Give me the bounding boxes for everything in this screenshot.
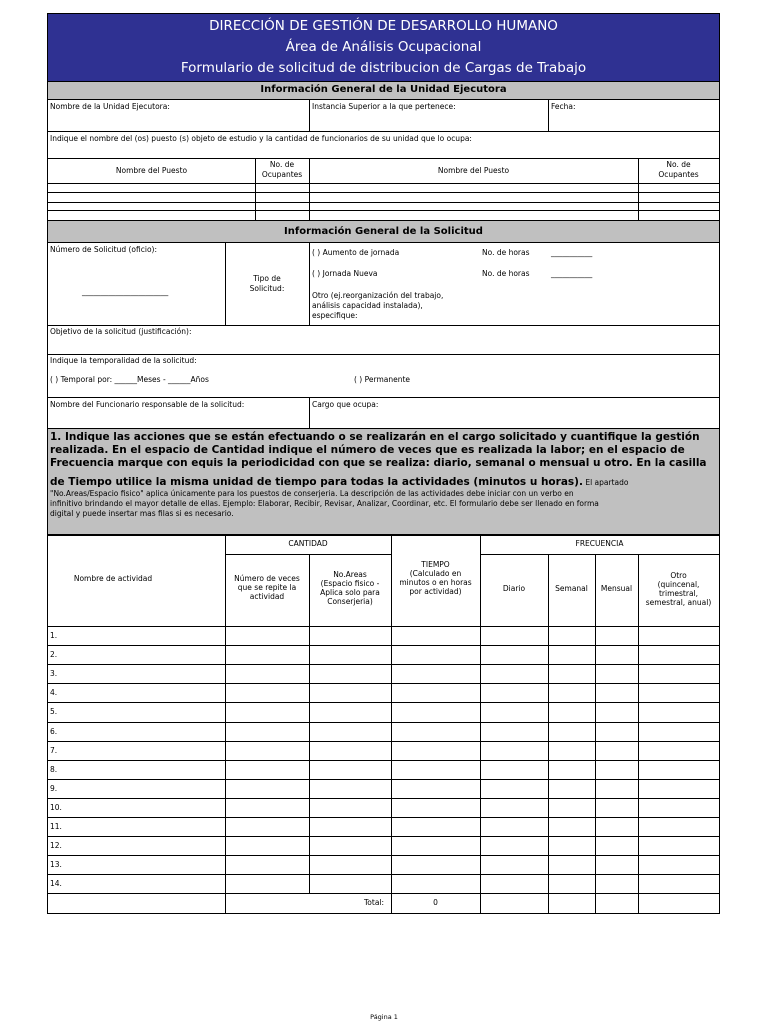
areas-l1: No.Areas bbox=[333, 570, 367, 579]
solicitud-section-bar bbox=[48, 221, 719, 242]
instr-line-6: infinitivo brindando el mayor detalle de ellas. Ejemplo: Elaborar, Recibir, Revisar, Analizar, Coordinar, etc. El formulario debe ser llenado en forma bbox=[50, 499, 599, 508]
cargo-label: Cargo que ocupa: bbox=[312, 400, 379, 409]
areas-l3: Aplica solo para bbox=[320, 588, 380, 597]
tipo-l1: Tipo de bbox=[253, 274, 281, 283]
activity-row[interactable]: 3. bbox=[50, 669, 58, 678]
objetivo-input[interactable] bbox=[49, 338, 718, 353]
nueva-horas-label: No. de horas bbox=[482, 269, 530, 278]
instr-line-7: digital y puede insertar mas filas si es necesario. bbox=[50, 509, 234, 518]
cantidad-header: CANTIDAD bbox=[288, 539, 328, 548]
cargo-input[interactable] bbox=[310, 411, 718, 427]
aumento-jornada-option[interactable]: ( ) Aumento de jornada bbox=[312, 248, 400, 257]
objetivo-label: Objetivo de la solicitud (justificación): bbox=[50, 327, 192, 336]
tiempo-l2: (Calculado en bbox=[409, 569, 462, 578]
otrof-l3: trimestral, bbox=[658, 589, 699, 598]
otro-tipo-label bbox=[312, 291, 443, 321]
total-label: Total: bbox=[364, 898, 385, 907]
fecha-input[interactable] bbox=[549, 113, 718, 130]
nueva-horas-blank[interactable]: ___________ bbox=[551, 269, 593, 278]
veces-header bbox=[225, 574, 309, 601]
instancia-label: Instancia Superior a la que pertenece: bbox=[312, 102, 456, 111]
otro-l3: especifique: bbox=[312, 311, 358, 320]
ocupantes-col-header-right bbox=[638, 160, 719, 180]
unidad-section-bar bbox=[48, 81, 719, 99]
total-value: 0 bbox=[433, 898, 438, 907]
puestos-instruction: Indique el nombre del (os) puesto (s) objeto de estudio y la cantidad de funcionarios de su unidad que lo ocupa: bbox=[50, 134, 472, 143]
instr-line-5: "No.Areas/Espacio fisico" aplica únicamente para los puestos de conserjeria. La descripción de las actividades debe iniciar con un verbo en bbox=[50, 489, 574, 498]
permanente-option[interactable]: ( ) Permanente bbox=[354, 375, 411, 384]
numero-solicitud-blank[interactable]: _______________________ bbox=[82, 287, 169, 296]
veces-l1: Número de veces bbox=[234, 574, 300, 583]
activity-row[interactable]: 14. bbox=[50, 879, 62, 888]
activity-row[interactable]: 2. bbox=[50, 650, 58, 659]
otro-l1: Otro (ej.reorganización del trabajo, bbox=[312, 291, 444, 300]
areas-l2: (Espacio fisico - bbox=[320, 579, 380, 588]
header-area: Área de Análisis Ocupacional bbox=[285, 39, 482, 55]
mensual-header: Mensual bbox=[600, 584, 633, 593]
instr-line-4: de Tiempo utilice la misma unidad de tiempo para todas la actividades (minutos u horas). bbox=[50, 476, 583, 488]
otro-l2: análisis capacidad instalada), bbox=[312, 301, 423, 310]
unidad-section-title: Información General de la Unidad Ejecutora bbox=[260, 84, 507, 95]
instructions-block bbox=[47, 428, 720, 535]
diario-header: Diario bbox=[502, 584, 526, 593]
tipo-solicitud-label bbox=[225, 274, 309, 294]
unidad-nombre-input[interactable] bbox=[49, 113, 308, 130]
aumento-horas-label: No. de horas bbox=[482, 248, 530, 257]
nombre-actividad-header: Nombre de actividad bbox=[73, 574, 153, 583]
unidad-nombre-label: Nombre de la Unidad Ejecutora: bbox=[50, 102, 170, 111]
ocupantes-right-l2: Ocupantes bbox=[658, 170, 699, 179]
instr-line-2: realizada. En el espacio de Cantidad indique el número de veces que es realizada la labor; en el espacio de bbox=[50, 444, 685, 456]
activity-row[interactable]: 12. bbox=[50, 841, 62, 850]
header-direction: DIRECCIÓN DE GESTIÓN DE DESARROLLO HUMANO bbox=[209, 18, 558, 34]
temporalidad-label: Indique la temporalidad de la solicitud: bbox=[50, 356, 197, 365]
page-number: Página 1 bbox=[370, 1013, 398, 1021]
veces-l2: que se repite la bbox=[237, 583, 297, 592]
activity-row[interactable]: 11. bbox=[50, 822, 62, 831]
solicitud-section-title: Información General de la Solicitud bbox=[284, 226, 483, 237]
otro-freq-header bbox=[638, 571, 719, 607]
temporal-option[interactable]: ( ) Temporal por: ______Meses - ______Años bbox=[50, 375, 209, 384]
fecha-label: Fecha: bbox=[551, 102, 576, 111]
instancia-input[interactable] bbox=[310, 113, 547, 130]
frecuencia-header: FRECUENCIA bbox=[575, 539, 624, 548]
semanal-header: Semanal bbox=[555, 584, 588, 593]
ocupantes-right-l1: No. de bbox=[666, 160, 691, 169]
instr-line-4-small: El apartado bbox=[582, 478, 629, 487]
instr-line-3: Frecuencia marque con equis la periodicidad con que se realiza: diario, semanal o mensual u otro. En la casilla bbox=[50, 457, 707, 469]
funcionario-label: Nombre del Funcionario responsable de la solicitud: bbox=[50, 400, 245, 409]
tipo-l2: Solicitud: bbox=[249, 284, 285, 293]
activity-row[interactable]: 1. bbox=[50, 631, 58, 640]
tiempo-header bbox=[391, 560, 480, 596]
activity-row[interactable]: 5. bbox=[50, 707, 58, 716]
tiempo-l1: TIEMPO bbox=[421, 560, 450, 569]
funcionario-input[interactable] bbox=[49, 411, 308, 427]
tiempo-l3: minutos o en horas bbox=[399, 578, 472, 587]
areas-header bbox=[309, 570, 391, 606]
tiempo-l4: por actividad) bbox=[409, 587, 462, 596]
ocupantes-col-header-left bbox=[255, 160, 309, 180]
numero-solicitud-label: Número de Solicitud (oficio): bbox=[50, 245, 157, 254]
activity-row[interactable]: 9. bbox=[50, 784, 58, 793]
activity-row[interactable]: 10. bbox=[50, 803, 62, 812]
puesto-col-header-left: Nombre del Puesto bbox=[115, 166, 188, 175]
activity-row[interactable]: 4. bbox=[50, 688, 58, 697]
header-form-title: Formulario de solicitud de distribucion de Cargas de Trabajo bbox=[180, 60, 587, 76]
activity-row[interactable]: 8. bbox=[50, 765, 58, 774]
puesto-col-header-right: Nombre del Puesto bbox=[437, 166, 510, 175]
aumento-horas-blank[interactable]: ___________ bbox=[551, 248, 593, 257]
ocupantes-left-l2: Ocupantes bbox=[261, 170, 303, 179]
jornada-nueva-option[interactable]: ( ) Jornada Nueva bbox=[312, 269, 378, 278]
otrof-l1: Otro bbox=[670, 571, 687, 580]
otrof-l4: semestral, anual) bbox=[645, 598, 712, 607]
activity-row[interactable]: 13. bbox=[50, 860, 62, 869]
otrof-l2: (quincenal, bbox=[657, 580, 700, 589]
activity-row[interactable]: 6. bbox=[50, 727, 58, 736]
areas-l4: Conserjeria) bbox=[327, 597, 373, 606]
activity-row[interactable]: 7. bbox=[50, 746, 58, 755]
puestos-input-area[interactable] bbox=[49, 184, 718, 219]
instr-line-1: 1. Indique las acciones que se están efectuando o se realizarán en el cargo solicitado y cuantifique la gestión bbox=[50, 431, 700, 443]
ocupantes-left-l1: No. de bbox=[269, 160, 295, 169]
veces-l3: actividad bbox=[249, 592, 285, 601]
